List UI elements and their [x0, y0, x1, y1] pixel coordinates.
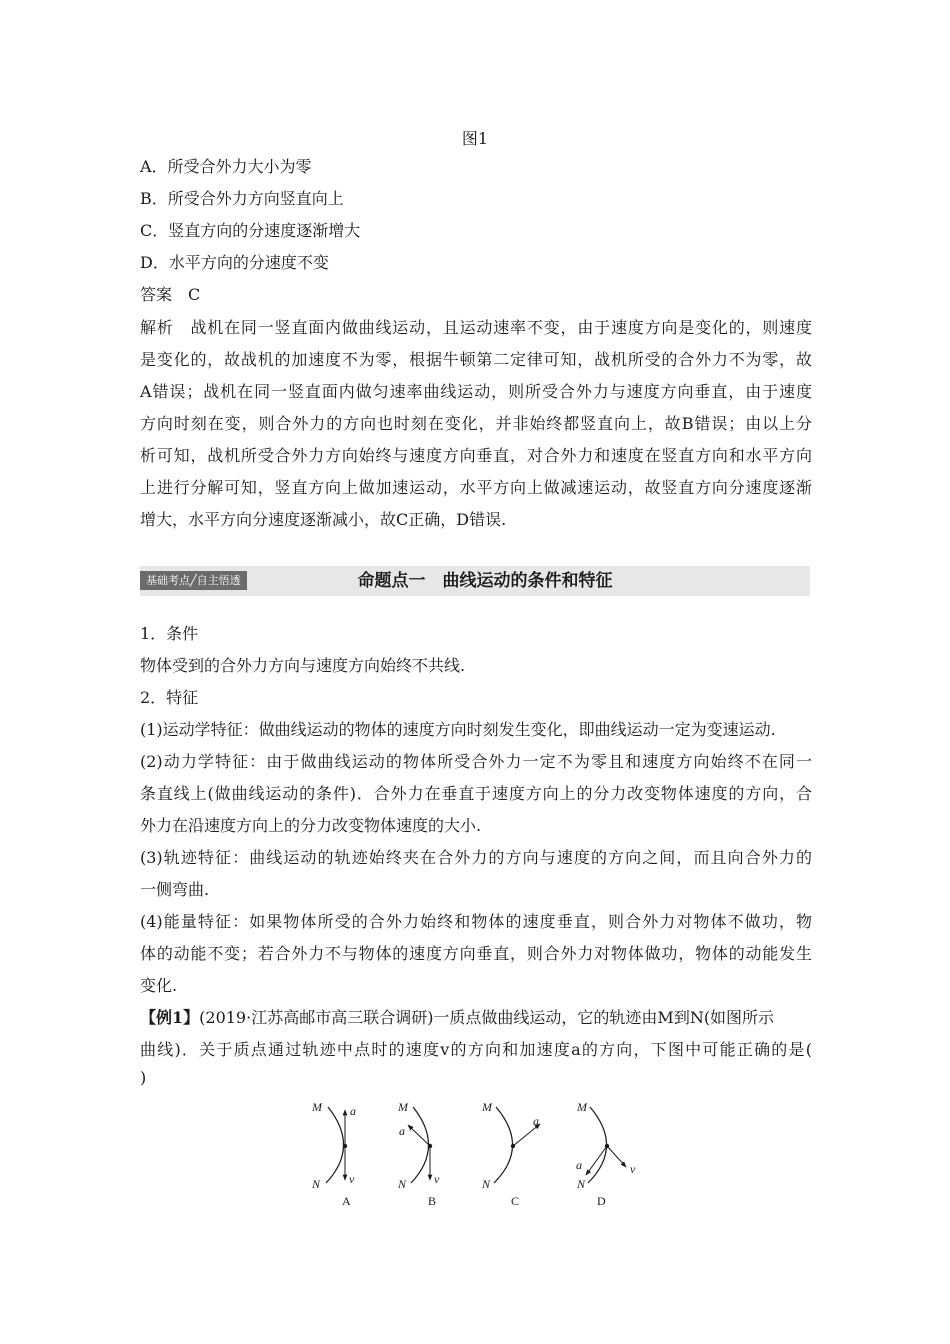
analysis-line: A错误；战机在同一竖直面内做匀速率曲线运动，则所受合外力与速度方向垂直，由于速度 — [140, 382, 812, 401]
example-tag: 【例1】 — [140, 1008, 200, 1027]
trajectory-curve — [588, 1107, 607, 1183]
trajectory-curve — [326, 1107, 344, 1183]
label-m: M — [398, 1100, 408, 1114]
analysis-line: 解析 战机在同一竖直面内做曲线运动，且运动速率不变，由于速度方向是变化的，则速度 — [140, 318, 812, 337]
body-line: (2)动力学特征：由于做曲线运动的物体所受合外力一定不为零且和速度方向始终不在同一 — [140, 752, 812, 771]
body-line: 外力在沿速度方向上的分力改变物体速度的大小. — [140, 816, 482, 835]
label-a: a — [350, 1104, 356, 1118]
label-a: a — [533, 1114, 539, 1128]
panel-label-d: D — [597, 1194, 606, 1208]
trajectory-curve — [411, 1107, 429, 1183]
velocity-arrow — [607, 1146, 626, 1167]
analysis-line: 方向时刻在变，则合外力的方向也时刻在变化，并非始终都竖直向上，故B错误；由以上分 — [140, 414, 812, 433]
panel-d — [576, 1100, 636, 1208]
section-banner — [140, 566, 810, 596]
label-a: a — [576, 1158, 582, 1172]
label-v: v — [434, 1172, 440, 1186]
example-text: (2019·江苏高邮市高三联合调研)一质点做曲线运动，它的轨迹由M到N(如图所示 — [199, 1008, 775, 1027]
body-line: 2．特征 — [140, 688, 199, 707]
label-n: N — [577, 1177, 586, 1191]
section-title: 命题点一 曲线运动的条件和特征 — [357, 571, 613, 591]
panel-label-a: A — [342, 1194, 351, 1208]
label-n: N — [482, 1177, 491, 1191]
example-line-2: 曲线)．关于质点通过轨迹中点时的速度v的方向和加速度a的方向，下图中可能正确的是( — [140, 1040, 812, 1059]
analysis-line: 析可知，战机所受合外力方向始终与速度方向垂直，对合外力和速度在竖直方向和水平方向 — [140, 446, 812, 465]
analysis-line: 是变化的，故战机的加速度不为零，根据牛顿第二定律可知，战机所受的合外力不为零，故 — [140, 350, 812, 369]
body-line: (4)能量特征：如果物体所受的合外力始终和物体的速度垂直，则合外力对物体不做功，物 — [140, 912, 812, 931]
panel-a — [311, 1100, 356, 1208]
option-c: C．竖直方向的分速度逐渐增大 — [140, 221, 361, 240]
trajectory-diagram — [290, 1095, 650, 1210]
label-v: v — [630, 1162, 636, 1176]
panel-label-b: B — [428, 1194, 437, 1208]
panel-b — [397, 1100, 440, 1208]
body-line: 条直线上(做曲线运动的条件)．合外力在垂直于速度方向上的分力改变物体速度的方向，合 — [140, 784, 812, 803]
figure-caption: 图1 — [461, 129, 489, 148]
body-line: 1．条件 — [140, 624, 199, 643]
answer-line: 答案 C — [140, 285, 201, 304]
label-n: N — [398, 1177, 407, 1191]
option-a: A．所受合外力大小为零 — [140, 157, 312, 176]
example-line-3: ) — [140, 1068, 147, 1087]
body-line: (3)轨迹特征：曲线运动的轨迹始终夹在合外力的方向与速度的方向之间，而且向合外力的 — [140, 848, 812, 867]
label-n: N — [312, 1177, 321, 1191]
body-line: 体的动能不变；若合外力不与物体的速度方向垂直，则合外力对物体做功，物体的动能发生 — [140, 944, 812, 963]
section-tag: 基础考点╱自主悟透 — [140, 571, 247, 590]
body-line: (1)运动学特征：做曲线运动的物体的速度方向时刻发生变化，即曲线运动一定为变速运动. — [140, 720, 776, 739]
panel-c — [481, 1100, 540, 1208]
label-v: v — [349, 1172, 355, 1186]
label-m: M — [312, 1100, 322, 1114]
body-line: 一侧弯曲. — [140, 880, 210, 899]
analysis-line: 增大，水平方向分速度逐渐减小，故C正确，D错误. — [140, 510, 507, 529]
trajectory-curve — [494, 1107, 513, 1183]
option-d: D．水平方向的分速度不变 — [140, 253, 329, 272]
option-b: B．所受合外力方向竖直向上 — [140, 189, 344, 208]
label-m: M — [577, 1100, 587, 1114]
label-a: a — [399, 1124, 405, 1138]
label-m: M — [482, 1100, 492, 1114]
acceleration-arrow — [408, 1125, 430, 1146]
body-line: 变化. — [140, 976, 178, 995]
example-line-1 — [140, 1008, 812, 1028]
analysis-line: 上进行分解可知，竖直方向上做加速运动，水平方向上做减速运动，故竖直方向分速度逐渐 — [140, 478, 812, 497]
body-line: 物体受到的合外力方向与速度方向始终不共线. — [140, 656, 466, 675]
panel-label-c: C — [511, 1194, 520, 1208]
